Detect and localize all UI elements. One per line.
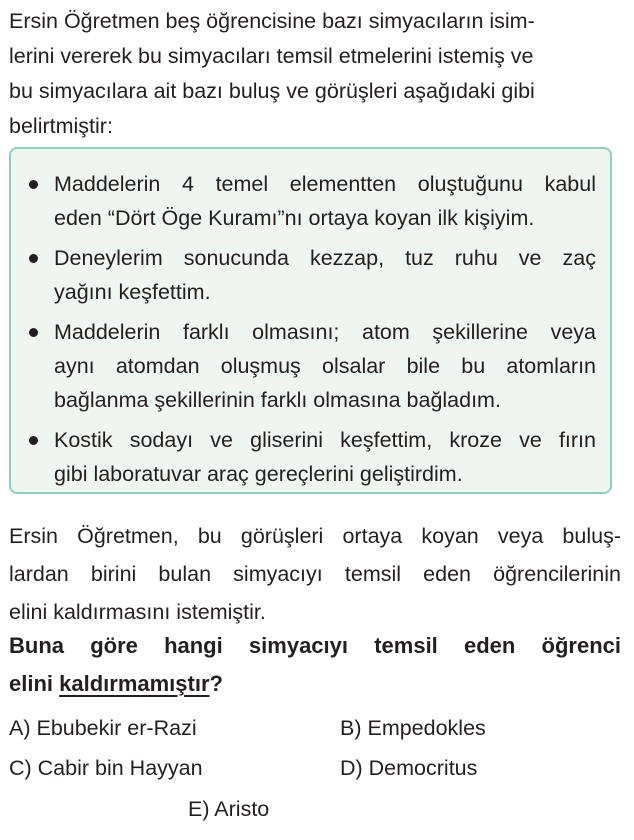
statement-line: Deneylerim sonucunda kezzap, tuz ruhu ve zaç [54,246,596,270]
statement-line: eden “Dört Öge Kuramı”nı ortaya koyan ilk kişiyim. [54,206,535,230]
statement-line: yağını keşfettim. [54,280,211,304]
option-c[interactable]: C) Cabir bin Hayyan [9,756,203,780]
statement-line: Maddelerin farklı olmasını; atom şekillerine veya [54,320,596,344]
intro-line: lerini vererek bu simyacıları temsil etmelerini istemiş ve [9,44,534,68]
followup-paragraph [9,517,621,631]
intro-line: bu simyacılara ait bazı buluş ve görüşleri aşağıdaki gibi [9,79,535,103]
bullet-icon [29,328,38,337]
statements-list [11,167,610,497]
question-mark: ? [209,671,223,696]
option-a[interactable]: A) Ebubekir er-Razi [9,716,197,740]
statements-box [9,147,612,494]
question-line: Buna göre hangi simyacıyı temsil eden öğrenci [9,633,621,658]
bullet-icon [29,436,38,445]
statement-line: Kostik sodayı ve gliserini keşfettim, kroze ve fırın [54,428,596,452]
intro-paragraph [9,4,621,144]
followup-line: Ersin Öğretmen, bu görüşleri ortaya koyan veya buluş- [9,524,621,548]
option-b[interactable]: B) Empedokles [340,716,486,740]
statement-line: Maddelerin 4 temel elementten oluştuğunu kabul [54,172,596,196]
statement-line: bağlanma şekillerinin farklı olmasına bağladım. [54,388,501,412]
statement-item [11,167,610,235]
question-emphasis: kaldırmamıştır [59,671,210,696]
statement-item [11,315,610,417]
option-e[interactable]: E) Aristo [188,797,270,821]
statement-item [11,241,610,309]
intro-line: belirtmiştir: [9,114,113,138]
question-stem [9,627,621,703]
followup-line: elini kaldırmasını istemiştir. [9,600,266,624]
statement-line: aynı atomdan oluşmuş olsalar bile bu atomların [54,354,596,378]
question-prefix: elini [9,671,60,696]
option-d[interactable]: D) Democritus [340,756,478,780]
followup-line: lardan birini bulan simyacıyı temsil eden öğrencilerinin [9,562,621,586]
bullet-icon [29,254,38,263]
statement-item [11,423,610,491]
statement-line: gibi laboratuvar araç gereçlerini geliştirdim. [54,462,463,486]
intro-line: Ersin Öğretmen beş öğrencisine bazı simyacıların isim- [9,9,535,33]
question-line [9,665,621,703]
bullet-icon [29,180,38,189]
